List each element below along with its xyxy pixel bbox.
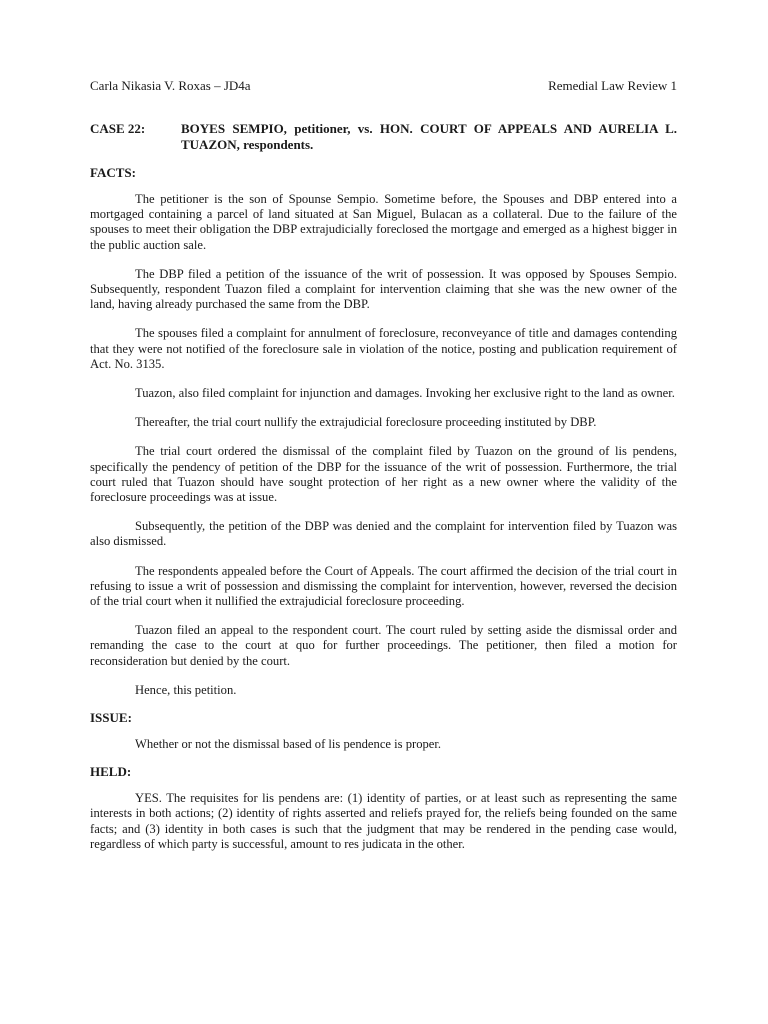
facts-paragraph: The DBP filed a petition of the issuance of the writ of possession. It was opposed by Spouses Sempio. Subsequently, respondent Tuazon filed a complaint for intervention claiming that she was the new owner of the land, having already purchased the same from the DBP. bbox=[90, 266, 677, 312]
facts-paragraph: Hence, this petition. bbox=[135, 682, 237, 697]
case-title: BOYES SEMPIO, petitioner, vs. HON. COURT OF APPEALS AND AURELIA L. TUAZON, respondents. bbox=[181, 121, 677, 152]
held-heading: HELD: bbox=[90, 764, 132, 780]
facts-paragraph: Tuazon filed an appeal to the respondent court. The court ruled by setting aside the dismissal order and remanding the case to the court at quo for further proceedings. The petitioner, then filed a motion for reconsideration but denied by the court. bbox=[90, 623, 677, 668]
facts-paragraph: The spouses filed a complaint for annulment of foreclosure, reconveyance of title and damages contending that they were not notified of the foreclosure sale in violation of the notice, posting and publication requirement of Act. No. 3135. bbox=[90, 326, 677, 371]
facts-paragraph: The trial court ordered the dismissal of the complaint filed by Tuazon on the ground of lis pendens, specifically the pendency of petition of the DBP for the issuance of the writ of possession. Furthermore, the trial court ruled that Tuazon should have sought protection of her right as a new owner where the validity of the foreclosure proceedings was at issue. bbox=[90, 444, 677, 505]
facts-heading: FACTS: bbox=[90, 165, 136, 180]
course-name: Remedial Law Review 1 bbox=[548, 78, 677, 93]
issue-heading: ISSUE: bbox=[90, 710, 132, 726]
facts-paragraph: Subsequently, the petition of the DBP was denied and the complaint for intervention filed by Tuazon was also dismissed. bbox=[90, 519, 677, 549]
held-text: YES. The requisites for lis pendens are: (1) identity of parties, or at least such as representing the same interests in both actions; (2) identity of rights asserted and reliefs prayed for, the reliefs being founded on the same facts; and (3) identity in both cases is such that the judgment that may be rendered in the pending case would, regardless of which party is successful, amount to res judicata in the other. bbox=[90, 791, 677, 851]
page-header bbox=[90, 78, 677, 94]
issue-text: Whether or not the dismissal based of lis pendence is proper. bbox=[135, 737, 442, 752]
case-heading bbox=[90, 121, 677, 153]
case-number: CASE 22: bbox=[90, 121, 146, 136]
facts-paragraph: The petitioner is the son of Spounse Sempio. Sometime before, the Spouses and DBP entered into a mortgaged containing a parcel of land situated at San Miguel, Bulacan as a collateral. Due to the failure of the spouses to meet their obligation the DBP extrajudicially foreclosed the mortgage and emerged as a highest bigger in the public auction sale. bbox=[90, 192, 677, 252]
document-body bbox=[90, 121, 677, 866]
facts-paragraph: The respondents appealed before the Court of Appeals. The court affirmed the decision of the trial court in refusing to issue a writ of possession and dismissing the complaint for intervention, however, reversed the decision of the trial court when it nullified the extrajudicial foreclosure proceeding. bbox=[90, 563, 677, 609]
facts-paragraph: Tuazon, also filed complaint for injunction and damages. Invoking her exclusive right to the land as owner. bbox=[135, 386, 675, 401]
author-line: Carla Nikasia V. Roxas – JD4a bbox=[90, 78, 251, 93]
facts-paragraph: Thereafter, the trial court nullify the extrajudicial foreclosure proceeding instituted by DBP. bbox=[135, 415, 597, 430]
